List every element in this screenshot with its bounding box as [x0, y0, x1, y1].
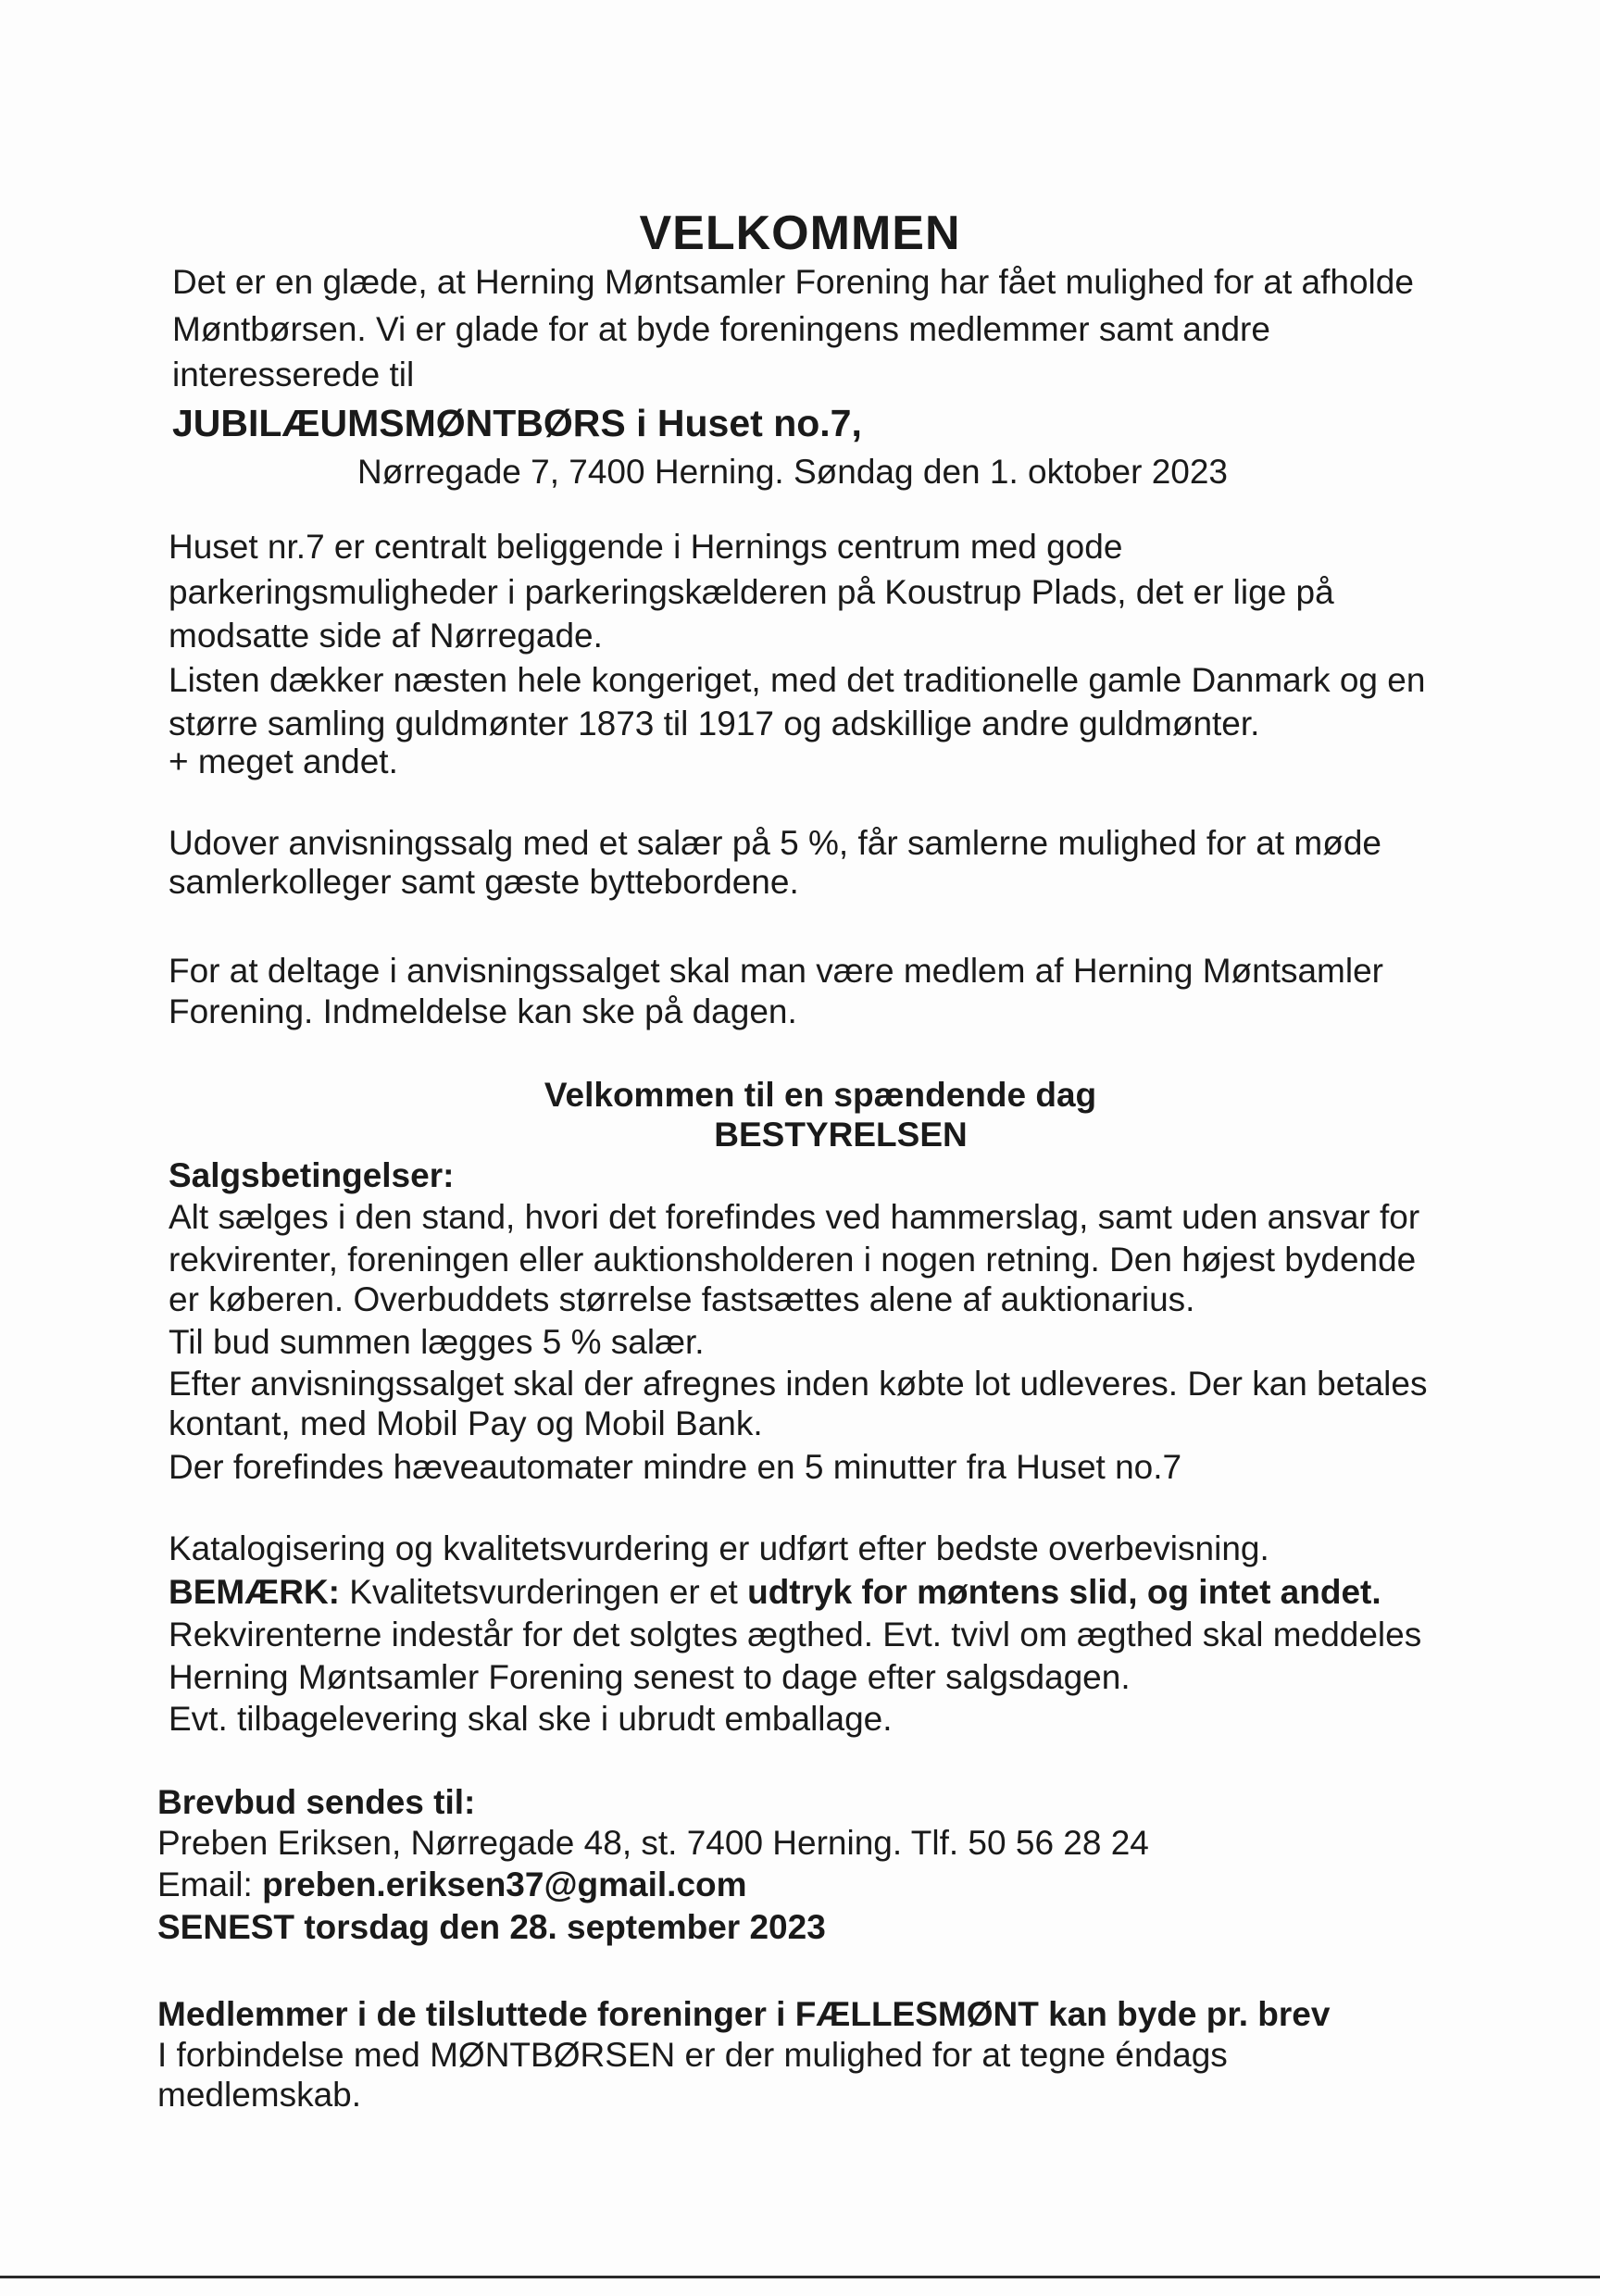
bids-email-line — [157, 1864, 747, 1906]
event-address-date: Nørregade 7, 7400 Herning. Søndag den 1. oktober 2023 — [357, 453, 1229, 491]
location-line-2: parkeringsmuligheder i parkeringskælderen på Koustrup Plads, det er lige på — [169, 573, 1334, 611]
members-line-2: I forbindelse med MØNTBØRSEN er der mulighed for at tegne éndags — [157, 2036, 1228, 2074]
closing-welcome: Velkommen til en spændende dag — [544, 1076, 1097, 1114]
bids-address: Preben Eriksen, Nørregade 48, st. 7400 Herning. Tlf. 50 56 28 24 — [157, 1824, 1149, 1862]
page-title: VELKOMMEN — [639, 206, 961, 260]
bottom-rule — [0, 2276, 1600, 2278]
bids-email: preben.eriksen37@gmail.com — [262, 1866, 747, 1903]
terms-line-1: Alt sælges i den stand, hvori det forefindes ved hammerslag, samt uden ansvar for — [169, 1198, 1420, 1236]
terms-heading: Salgsbetingelser: — [169, 1156, 455, 1194]
terms-line-5: Efter anvisningssalget skal der afregnes inden købte lot udleveres. Der kan betales — [169, 1365, 1428, 1403]
quality-note-label: BEMÆRK: — [169, 1573, 340, 1611]
location-line-1: Huset nr.7 er centralt beliggende i Hernings centrum med gode — [169, 528, 1123, 566]
quality-line-3: Rekvirenterne indestår for det solgtes ægthed. Evt. tvivl om ægthed skal meddeles — [169, 1616, 1422, 1653]
membership-line-2: Forening. Indmeldelse kan ske på dagen. — [169, 992, 797, 1030]
quality-note — [169, 1571, 1381, 1614]
quality-note-emphasis: udtryk for møntens slid, og intet andet. — [747, 1573, 1381, 1611]
location-line-3: modsatte side af Nørregade. — [169, 617, 603, 655]
members-line-1: Medlemmer i de tilsluttede foreninger i FÆLLESMØNT kan byde pr. brev — [157, 1995, 1331, 2033]
quality-line-5: Evt. tilbagelevering skal ske i ubrudt emballage. — [169, 1700, 893, 1738]
terms-line-2: rekvirenter, foreningen eller auktionsholderen i nogen retning. Den højest bydende — [169, 1241, 1417, 1279]
fee-line-1: Udover anvisningssalg med et salær på 5 %, får samlerne mulighed for at møde — [169, 824, 1381, 862]
bids-deadline: SENEST torsdag den 28. september 2023 — [157, 1908, 826, 1946]
bids-email-label: Email: — [157, 1866, 263, 1903]
terms-line-4: Til bud summen lægges 5 % salær. — [169, 1323, 705, 1361]
list-line-3: + meget andet. — [169, 742, 398, 780]
quality-line-1: Katalogisering og kvalitetsvurdering er udført efter bedste overbevisning. — [169, 1529, 1269, 1567]
intro-line-1: Det er en glæde, at Herning Møntsamler Forening har fået mulighed for at afholde — [172, 263, 1414, 301]
members-line-3: medlemskab. — [157, 2076, 362, 2114]
quality-note-text: Kvalitetsvurderingen er et — [339, 1573, 748, 1611]
terms-line-3: er køberen. Overbuddets størrelse fastsættes alene af auktionarius. — [169, 1280, 1195, 1318]
terms-line-6: kontant, med Mobil Pay og Mobil Bank. — [169, 1404, 763, 1442]
bids-heading: Brevbud sendes til: — [157, 1783, 476, 1821]
membership-line-1: For at deltage i anvisningssalget skal man være medlem af Herning Møntsamler — [169, 952, 1384, 990]
fee-line-2: samlerkolleger samt gæste byttebordene. — [169, 863, 799, 901]
intro-line-3: interesserede til — [172, 356, 415, 393]
intro-line-2: Møntbørsen. Vi er glade for at byde foreningens medlemmer samt andre — [172, 310, 1270, 348]
closing-board: BESTYRELSEN — [714, 1116, 968, 1154]
list-line-1: Listen dækker næsten hele kongeriget, med det traditionelle gamle Danmark og en — [169, 661, 1426, 699]
quality-line-4: Herning Møntsamler Forening senest to dage efter salgsdagen. — [169, 1658, 1131, 1696]
terms-line-7: Der forefindes hæveautomater mindre en 5 minutter fra Huset no.7 — [169, 1448, 1182, 1486]
list-line-2: større samling guldmønter 1873 til 1917 og adskillige andre guldmønter. — [169, 705, 1260, 742]
event-name: JUBILÆUMSMØNTBØRS i Huset no.7, — [172, 402, 862, 444]
